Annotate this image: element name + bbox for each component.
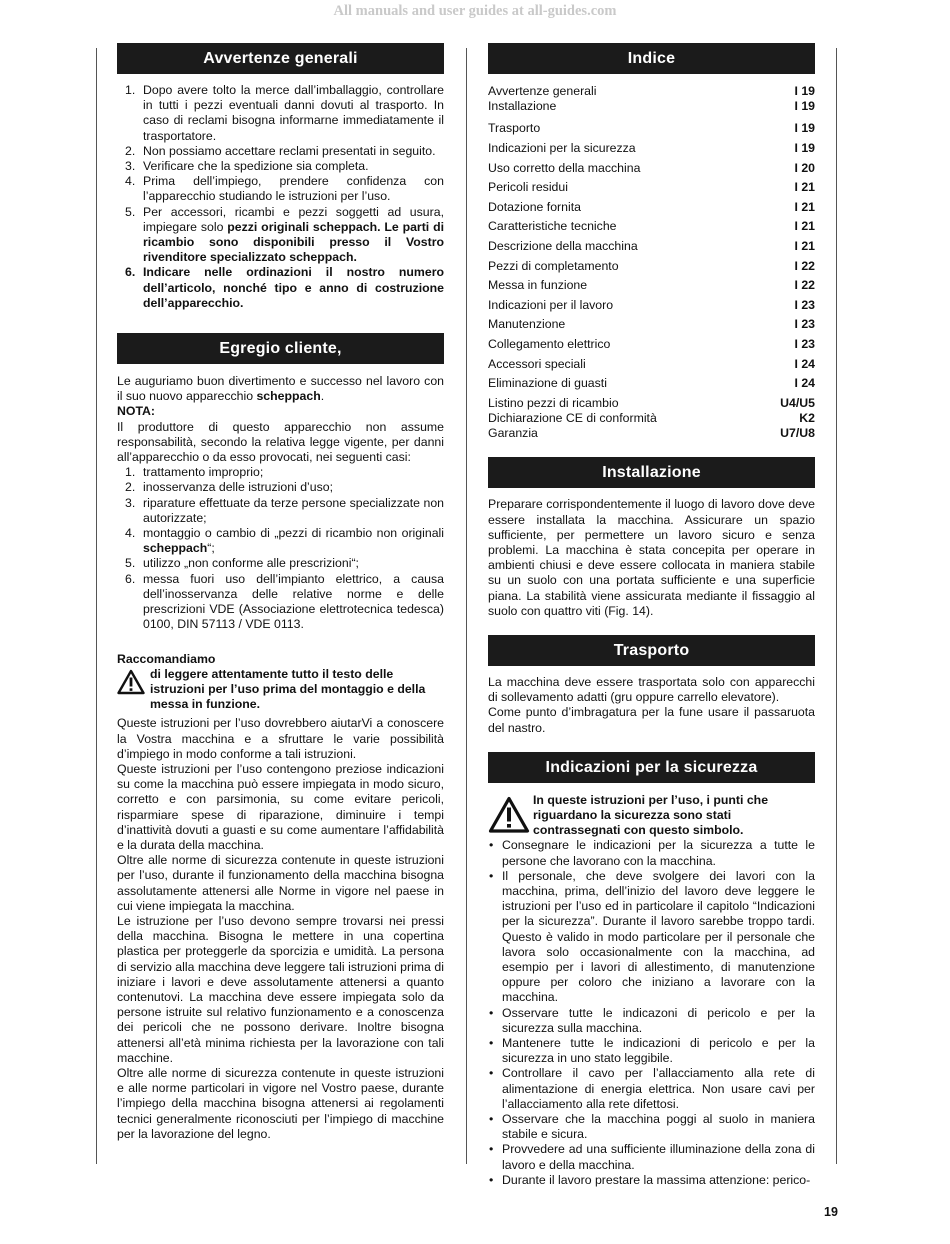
toc-row: Accessori speciali I 24	[488, 356, 815, 371]
list-item: 6. Indicare nelle ordinazioni il nostro numero dell’articolo, nonché tipo e anno di costruzione dell’apparecchio.	[125, 265, 444, 310]
list-item: 2. Non possiamo accettare reclami presentati in seguito.	[125, 143, 436, 158]
list-item: 6. messa fuori uso dell’impianto elettrico, a causa dell’inosservanza delle relative norme e delle prescrizioni VDE (Associazione elettrotecnica tedesca) 0100, DIN 57113 / VDE 0113.	[125, 571, 444, 632]
toc-row: Indicazioni per il lavoro I 23	[488, 297, 815, 312]
safety-warning: In queste istruzioni per l’uso, i punti che riguardano la sicurezza sono stati contrassegnati con questo simbolo.	[488, 793, 815, 839]
toc-row: Trasporto I 19	[488, 121, 815, 136]
list-item: 5. Per accessori, ricambi e pezzi soggetti ad usura, impiegare solo pezzi originali scheppach. Le parti di ricambio sono disponibili presso il Vostro rivenditore specializzato scheppach.	[125, 204, 444, 265]
toc-row: Pericoli residui I 21	[488, 180, 815, 195]
section-header-safety: Indicazioni per la sicurezza	[488, 752, 815, 783]
warning-triangle-icon	[117, 669, 145, 695]
list-item: • Controllare il cavo per l’allacciamento alla rete di alimentazione di energia elettrica. Non usare cavi per l’allacciamento alla rete difettosi.	[489, 1066, 815, 1111]
paragraph: Queste istruzioni per l’uso contengono preziose indicazioni su come la macchina può essere impiegata in modo sicuro, corretto e con parsimonia, su come evitare pericoli, risparmiare spese di riparazione, diminuire i tempi d’inattività dovuti a guasti e su come aumentare l’affidabilità e la durata della macchina.	[117, 761, 444, 852]
list-item: 1. trattamento improprio;	[125, 465, 264, 480]
list-item: • Consegnare le indicazioni per la sicurezza a tutte le persone che lavorano con la macchina.	[489, 838, 815, 868]
toc-group	[488, 84, 815, 114]
section-header-customer: Egregio cliente,	[117, 333, 444, 364]
center-column-rule	[466, 48, 467, 1164]
list-item: 4. montaggio o cambio di „pezzi di ricambio non originali scheppach“;	[125, 526, 444, 556]
toc-row: Dotazione fornita I 21	[488, 199, 815, 214]
list-item: • Osservare che la macchina poggi al suolo in maniera stabile e sicura.	[489, 1112, 815, 1142]
list-item: • Mantenere tutte le indicazioni di pericolo e per la sicurezza in uno stato leggibile.	[489, 1036, 815, 1066]
list-item: 3. riparature effettuate da terze persone specializzate non autorizzate;	[125, 495, 444, 525]
list-item: 2. inosservanza delle istruzioni d’uso;	[125, 480, 334, 495]
list-item: • Durante il lavoro prestare la massima attenzione: perico-	[489, 1172, 811, 1187]
paragraph: Queste istruzioni per l’uso dovrebbero aiutarVi a conoscere la Vostra macchina e a sfruttare le varie possibilità d’impiego in modo conforme a tali istruzioni.	[117, 716, 444, 761]
recommend-label: Raccomandiamo	[117, 651, 216, 666]
toc-row: Descrizione della macchina I 21	[488, 238, 815, 253]
toc-row: Messa in funzione I 22	[488, 278, 815, 293]
toc-row: Pezzi di completamento I 22	[488, 258, 815, 273]
list-item: 1. Dopo avere tolto la merce dall’imballaggio, controllare in tutti i pezzi eventuali danni dovuti al trasporto. In caso di reclami bisogna informarne immediatamente il trasportatore.	[125, 83, 444, 143]
right-column-rule	[836, 48, 837, 1164]
toc-row: Listino pezzi di ricambio U4/U5	[488, 395, 815, 410]
toc-row: Dichiarazione CE di conformità K2	[488, 410, 815, 425]
left-column	[117, 43, 444, 1142]
liability-cases-list	[117, 465, 444, 632]
paragraph: Oltre alle norme di sicurezza contenute in queste istruzioni e alle norme particolari in vigore nel Vostro paese, durante l’impiego della macchina bisogna attenersi ai regolamenti tecnici generalmente riconosciuti per l’impiego di macchine per la lavorazione del legno.	[117, 1065, 444, 1141]
section-header-general: Avvertenze generali	[117, 43, 444, 74]
customer-paragraphs	[117, 716, 444, 1142]
section-header-index: Indice	[488, 43, 815, 74]
list-item: • Provvedere ad una sufficiente illuminazione della zona di lavoro e della macchina.	[489, 1142, 815, 1172]
list-item: • Osservare tutte le indicazoni di pericolo e per la sicurezza sulla macchina.	[489, 1005, 815, 1035]
nota-text: Il produttore di questo apparecchio non assume responsabilità, secondo la relativa legge vigente, per danni all’apparecchio o da esso provocati, nei seguenti casi:	[117, 419, 444, 465]
customer-intro: Le auguriamo buon divertimento e successo nel lavoro con il suo nuovo apparecchio scheppach.	[117, 374, 444, 404]
toc-row: Installazione I 19	[488, 99, 815, 114]
list-item: 3. Verificare che la spedizione sia completa.	[125, 159, 369, 174]
toc-row: Eliminazione di guasti I 24	[488, 376, 815, 391]
list-item: 4. Prima dell’impiego, prendere confidenza con l’apparecchio studiando le istruzioni per l’uso.	[125, 174, 444, 204]
paragraph: Oltre alle norme di sicurezza contenute in queste istruzioni per l’uso, durante il funzionamento della macchina bisogna assolutamente attenersi alle Norme in vigore nel paese in cui viene impiegata la macchina.	[117, 853, 444, 913]
paragraph: Le istruzione per l’uso devono sempre trovarsi nei pressi della macchina. Bisogna le metterе in una copertina plastica per proteggerle da sporcizia e umidità. La persona di servizio alla macchina deve leggere tali istruzioni prima di iniziare i lavori e deve assolutamente attenersi a quanto contenutovi. La macchina deve essere impiegata solo da persone istruite sul relativo funzionamento e a conoscenza dei pericoli che ne possono derivare. Inoltre bisogna attenersi all’età minima richiesta per la lavorazione con tali macchine.	[117, 913, 444, 1065]
toc-row: Uso corretto della macchina I 20	[488, 160, 815, 175]
toc-group	[488, 396, 815, 442]
toc-row: Manutenzione I 23	[488, 317, 815, 332]
list-item: • Il personale, che deve svolgere dei lavori con la macchina, prima, dell’inizio del lavoro deve leggere le istruzioni per l’uso ed in particolare il capitolo “Indicazioni per la sicurezza”. Durante il lavoro sarebbe troppo tardi. Questo è valido in modo particolare per il personale che lavora solo occasionalmente con la macchina, ad esempio per i lavori di allestimento, di manutenzione oppure per coloro che iniziano a lavorare con la macchina.	[489, 868, 815, 1005]
right-column	[488, 43, 815, 1188]
table-of-contents	[488, 84, 815, 441]
recommend-warning: di leggere attentamente tutto il testo delle istruzioni per l’uso prima del montaggio e della messa in funzione.	[117, 667, 444, 713]
toc-row: Collegamento elettrico I 23	[488, 336, 815, 351]
list-item: 5. utilizzo „non conforme alle prescrizioni“;	[125, 556, 359, 571]
general-warnings-list	[117, 83, 444, 311]
installation-text: Preparare corrispondentemente il luogo di lavoro dove deve essere installata la macchina. Assicurare un spazio sufficiente, per permettere un lavoro sicuro e senza problemi. La macchina è stata concepita per operare in ambienti chiusi e deve essere collocata in maniera stabile su un suolo con una portata sufficiente e una superficie piana. La stabilità viene assicurata mediante il fissaggio al suolo con quattro viti (Fig. 14).	[488, 497, 815, 618]
watermark: All manuals and user guides at all-guides.com	[333, 3, 617, 19]
transport-text: La macchina deve essere trasportata solo con apparecchi di sollevamento adatti (gru oppure carrello elevatore).	[488, 674, 815, 705]
toc-row: Indicazioni per la sicurezza I 19	[488, 141, 815, 155]
toc-row: Caratteristiche tecniche I 21	[488, 219, 815, 234]
left-column-rule	[96, 48, 97, 1164]
section-header-installation: Installazione	[488, 457, 815, 488]
page-number: 19	[824, 1205, 838, 1219]
toc-row: Avvertenze generali I 19	[488, 84, 815, 98]
transport-text: Come punto d’imbragatura per la fune usare il passaruota del nastro.	[488, 705, 815, 735]
toc-group	[488, 119, 815, 393]
section-header-transport: Trasporto	[488, 635, 815, 666]
toc-row: Garanzia U7/U8	[488, 426, 815, 441]
warning-triangle-icon	[488, 796, 530, 834]
nota-label: NOTA:	[117, 404, 156, 419]
safety-bullets	[488, 838, 815, 1188]
